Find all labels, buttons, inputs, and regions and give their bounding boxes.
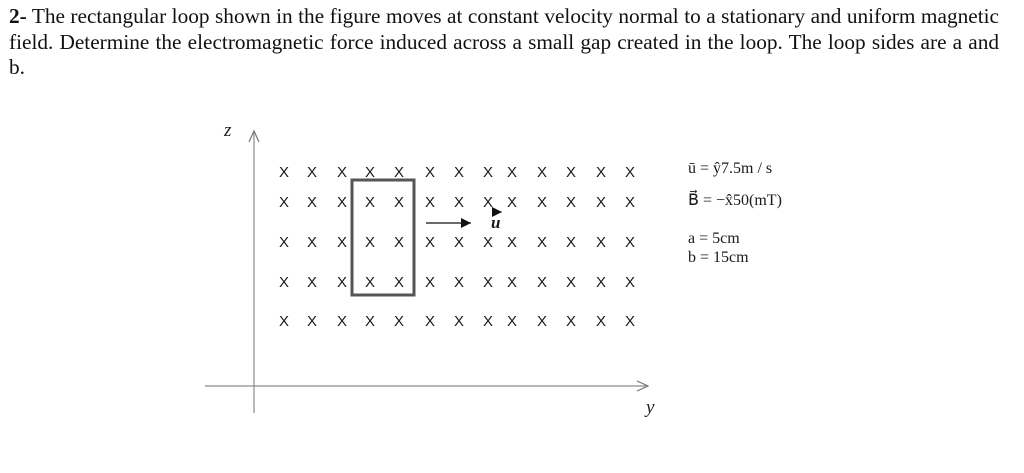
z-axis-label: z — [224, 120, 232, 141]
field-cross-icon: X — [364, 274, 376, 291]
field-cross-icon: X — [278, 194, 290, 211]
field-cross-icon: X — [565, 274, 577, 291]
field-cross-icon: X — [482, 313, 494, 330]
side-b-equation: b = 15cm — [688, 249, 749, 266]
field-cross-icon: X — [424, 234, 436, 251]
field-cross-icon: X — [595, 194, 607, 211]
field-cross-icon: X — [506, 274, 518, 291]
y-axis-label: y — [646, 397, 655, 418]
field-cross-icon: X — [565, 234, 577, 251]
velocity-label: u — [491, 213, 501, 232]
rectangular-loop — [352, 180, 414, 295]
field-cross-icon: X — [624, 194, 636, 211]
field-cross-icon: X — [306, 274, 318, 291]
velocity-equation: ū = ŷ7.5m / s — [688, 160, 773, 177]
field-cross-icon: X — [506, 234, 518, 251]
field-cross-icon: X — [506, 194, 518, 211]
field-cross-icon: X — [424, 194, 436, 211]
field-cross-icon: X — [336, 313, 348, 330]
field-cross-icon: X — [336, 194, 348, 211]
field-cross-icon: X — [393, 313, 405, 330]
field-cross-icon: X — [364, 313, 376, 330]
field-cross-icon: X — [393, 274, 405, 291]
field-cross-icon: X — [595, 274, 607, 291]
field-cross-icon: X — [536, 274, 548, 291]
side-a-equation: a = 5cm — [688, 230, 740, 247]
field-cross-icon: X — [536, 234, 548, 251]
field-cross-icon: X — [565, 194, 577, 211]
field-cross-icon: X — [482, 234, 494, 251]
field-cross-icon: X — [278, 274, 290, 291]
field-cross-icon: X — [364, 164, 376, 181]
field-cross-icon: X — [595, 313, 607, 330]
field-cross-icon: X — [278, 164, 290, 181]
field-cross-icon: X — [336, 274, 348, 291]
field-cross-icon: X — [453, 194, 465, 211]
field-cross-icon: X — [306, 164, 318, 181]
field-cross-icon: X — [506, 313, 518, 330]
field-cross-icon: X — [595, 164, 607, 181]
field-cross-icon: X — [336, 234, 348, 251]
field-cross-icon: X — [278, 234, 290, 251]
field-cross-icon: X — [424, 313, 436, 330]
field-cross-icon: X — [393, 164, 405, 181]
field-cross-icon: X — [536, 164, 548, 181]
field-cross-icon: X — [506, 164, 518, 181]
field-cross-icon: X — [536, 194, 548, 211]
field-cross-icon: X — [453, 313, 465, 330]
problem-text: The rectangular loop shown in the figure moves at constant velocity normal to a stationary and uniform magnetic field. Determine the electromagnetic force induced across a small gap created in the loop. The loop sides are a and b. — [9, 4, 999, 79]
field-cross-icon: X — [536, 313, 548, 330]
field-cross-icon: X — [306, 313, 318, 330]
field-cross-icon: X — [482, 274, 494, 291]
field-cross-icon: X — [482, 194, 494, 211]
field-cross-icon: X — [393, 194, 405, 211]
field-cross-icon: X — [453, 164, 465, 181]
field-cross-icon: X — [565, 164, 577, 181]
field-cross-icon: X — [278, 313, 290, 330]
field-cross-icon: X — [424, 164, 436, 181]
field-cross-icon: X — [595, 234, 607, 251]
field-cross-icon: X — [306, 194, 318, 211]
field-cross-icon: X — [624, 274, 636, 291]
field-cross-icon: X — [424, 274, 436, 291]
field-equation: B⃗ = −x̂50(mT) — [688, 192, 782, 209]
field-cross-icon: X — [624, 313, 636, 330]
field-cross-icon: X — [624, 234, 636, 251]
field-cross-icon: X — [453, 234, 465, 251]
field-cross-icon: X — [453, 274, 465, 291]
field-cross-icon: X — [482, 164, 494, 181]
field-cross-icon: X — [565, 313, 577, 330]
field-cross-icon: X — [393, 234, 405, 251]
field-cross-icon: X — [306, 234, 318, 251]
magnetic-field-grid — [279, 164, 635, 330]
problem-number: 2- — [9, 4, 27, 28]
field-cross-icon: X — [364, 194, 376, 211]
field-cross-icon: X — [336, 164, 348, 181]
field-cross-icon: X — [364, 234, 376, 251]
field-cross-icon: X — [624, 164, 636, 181]
